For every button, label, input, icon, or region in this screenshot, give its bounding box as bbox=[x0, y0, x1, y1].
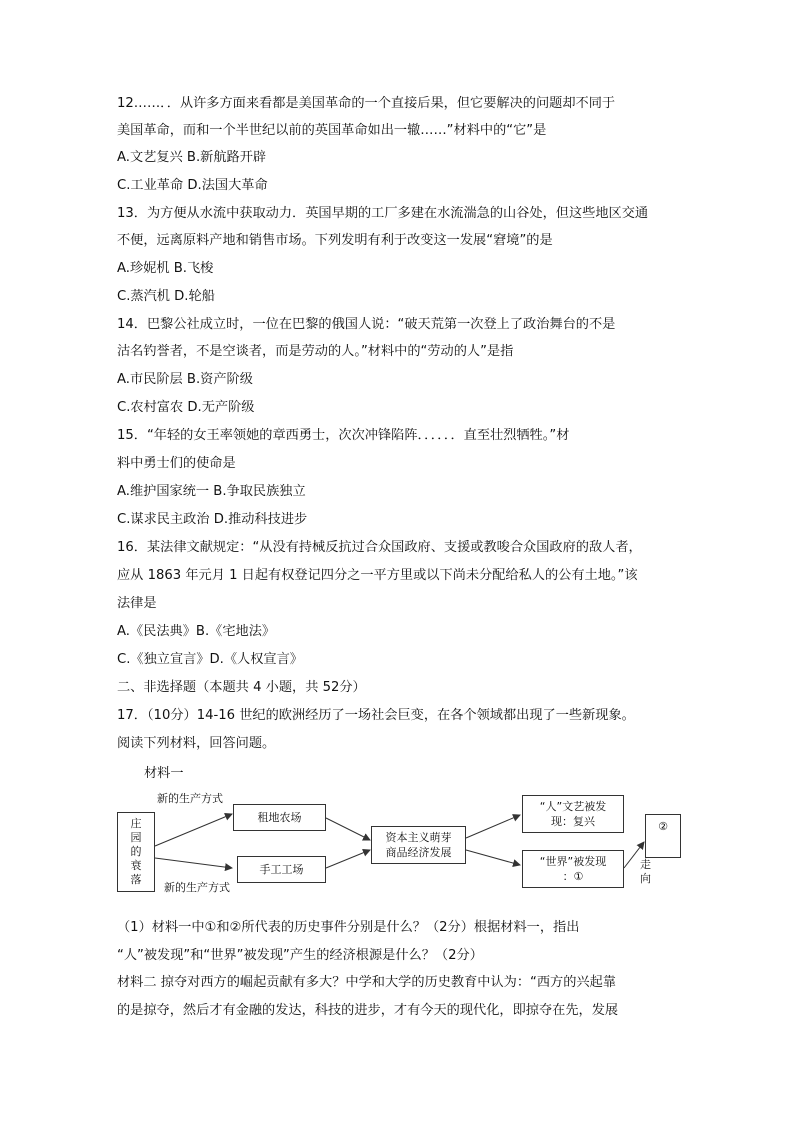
text-line: 应从 1863 年元月 1 日起有权登记四分之一平方里或以下尚未分配给私人的公有土地。”该 bbox=[117, 568, 638, 583]
text-line: 的是掠夺，然后才有金融的发达，科技的进步，才有今天的现代化，即掠夺在先，发展 bbox=[117, 1003, 619, 1018]
arrow-to-workshop bbox=[155, 858, 232, 868]
text-line: 料中勇士们的使命是 bbox=[117, 456, 236, 471]
box-handicraft-workshop: 手工工场 bbox=[237, 856, 326, 883]
text-line: 不便，远离原料产地和销售市场。下列发明有利于改变这一发展“窘境”的是 bbox=[117, 233, 553, 248]
text-line: 12……．．从许多方面来看都是美国革命的一个直接后果，但它要解决的问题却不同于 bbox=[117, 96, 616, 111]
arrow-center-world bbox=[466, 850, 520, 865]
end-text-line1: 走 bbox=[640, 858, 651, 871]
text-line: A.《民法典》B.《宅地法》 bbox=[117, 624, 276, 639]
text-line: “人”被发现”和“世界”被发现”产生的经济根源是什么？（2分） bbox=[117, 948, 483, 963]
end-text-line2: 向 bbox=[640, 872, 651, 885]
text-line: 二、非选择题（本题共 4 小题，共 52分） bbox=[117, 680, 366, 695]
text-line: 材料二 掠夺对西方的崛起贡献有多大？中学和大学的历史教育中认为：“西方的兴起靠 bbox=[117, 975, 616, 990]
text-line: 14．巴黎公社成立时，一位在巴黎的俄国人说：“破天荒第一次登上了政治舞台的不是 bbox=[117, 317, 616, 332]
label-new-production-top: 新的生产方式 bbox=[157, 792, 223, 805]
text-line: 16．某法律文献规定：“从没有持械反抗过合众国政府、支援或教唆合众国政府的敌人者， bbox=[117, 540, 642, 555]
box-world-line2: ：① bbox=[562, 870, 584, 883]
text-line: 法律是 bbox=[117, 596, 157, 611]
box-renaissance-line2: 现：复兴 bbox=[551, 815, 595, 828]
text-line: 17．（10分）14-16 世纪的欧洲经历了一场社会巨变，在各个领域都出现了一些新现象。 bbox=[117, 708, 635, 723]
text-line: C.工业革命 D.法国大革命 bbox=[117, 178, 268, 193]
box-world-line1: “世界”被发现 bbox=[539, 855, 607, 868]
box-manor-decline: 庄园的衰落 bbox=[117, 812, 155, 892]
arrow-to-farm bbox=[155, 814, 232, 846]
text-line: 15．“年轻的女王率领她的章西勇士，次次冲锋陷阵．．．．．．直至壮烈牺牲。”材 bbox=[117, 428, 570, 443]
box-world-discovered bbox=[522, 850, 624, 888]
text-line: C.农村富农 D.无产阶级 bbox=[117, 400, 255, 415]
text-line: C.蒸汽机 D.轮船 bbox=[117, 289, 215, 304]
box-renaissance-line1: “人”文艺被发 bbox=[539, 800, 607, 813]
box-center-line2: 商品经济发展 bbox=[385, 846, 452, 859]
text-line: C.谋求民主政治 D.推动科技进步 bbox=[117, 512, 308, 527]
text-line: 美国革命，而和一个半世纪以前的英国革命如出一辙……”材料中的“它”是 bbox=[117, 123, 547, 138]
arrow-center-renaissance bbox=[466, 815, 520, 838]
box-leased-farm: 租地农场 bbox=[233, 804, 326, 831]
text-line: （1）材料一中①和②所代表的历史事件分别是什么？（2分）根据材料一，指出 bbox=[117, 920, 580, 935]
box-renaissance bbox=[522, 795, 624, 833]
text-line: 沽名钓誉者，不是空谈者，而是劳动的人。”材料中的“劳动的人”是指 bbox=[117, 344, 514, 359]
text-line: 13．为方便从水流中获取动力．英国早期的工厂多建在水流湍急的山谷处，但这些地区交通 bbox=[117, 206, 649, 221]
text-line: A.维护国家统一 B.争取民族独立 bbox=[117, 484, 306, 499]
arrow-workshop-center bbox=[326, 850, 370, 868]
text-line: A.市民阶层 B.资产阶级 bbox=[117, 372, 253, 387]
arrow-farm-center bbox=[326, 818, 370, 840]
box-end-event: ② bbox=[645, 814, 681, 858]
text-line: A.珍妮机 B.飞梭 bbox=[117, 261, 214, 276]
label-new-production-bottom: 新的生产方式 bbox=[164, 881, 230, 894]
material-title: 材料一 bbox=[144, 766, 184, 781]
box-center-line1: 资本主义萌芽 bbox=[385, 831, 452, 844]
text-line: A.文艺复兴 B.新航路开辟 bbox=[117, 150, 267, 165]
box-capitalism-sprouts bbox=[371, 826, 466, 864]
text-line: 阅读下列材料，回答问题。 bbox=[117, 736, 276, 751]
text-line: C.《独立宣言》D.《人权宣言》 bbox=[117, 652, 303, 667]
